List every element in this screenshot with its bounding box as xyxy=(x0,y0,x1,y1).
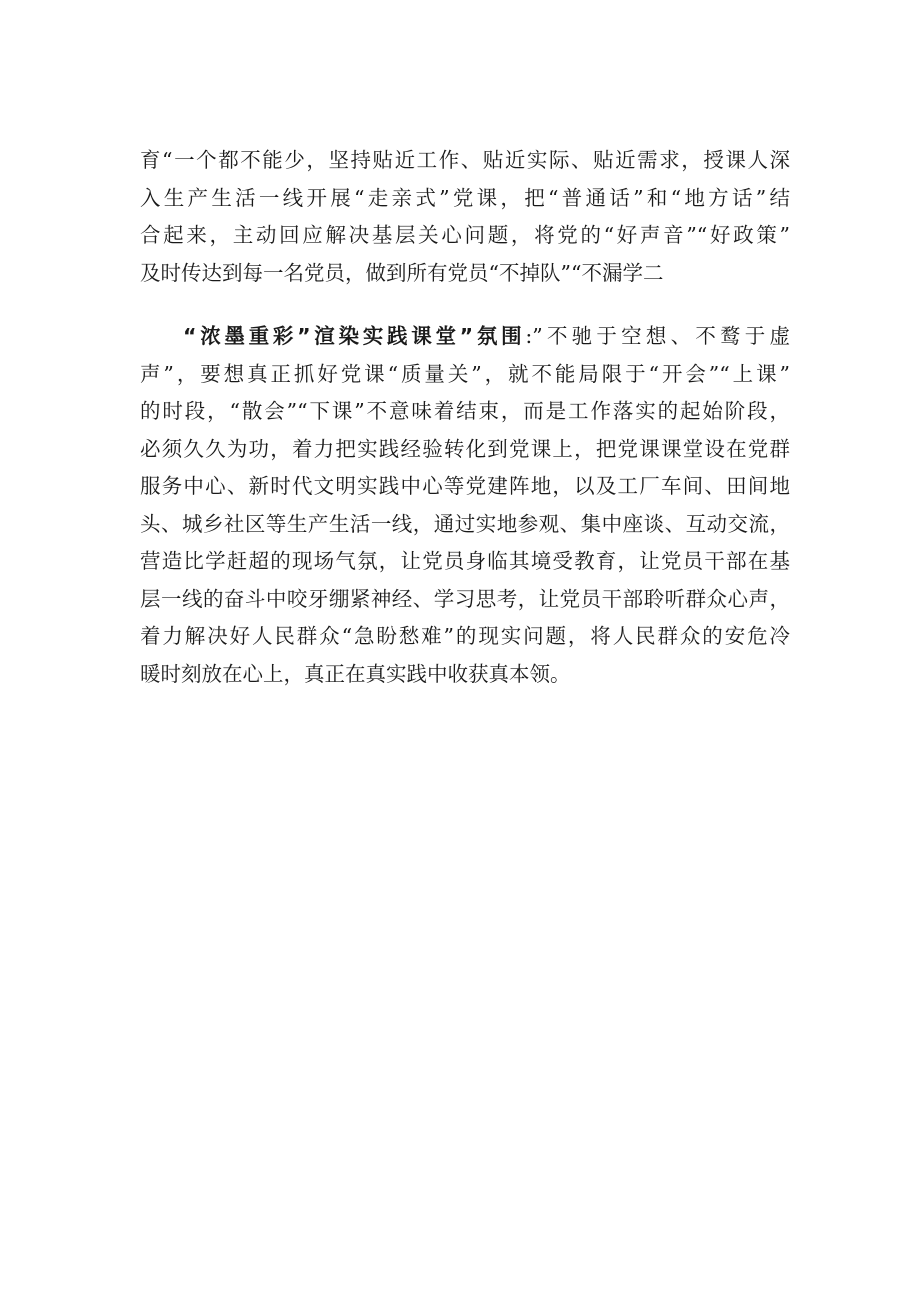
text-line: 层一线的奋斗中咬牙绷紧神经、学习思考，让党员干部聆听群众心声， xyxy=(140,586,790,611)
heading-continuation: :”不驰于空想、不鹜于虚 xyxy=(525,324,791,348)
text-line: 营造比学赶超的现场气氛，让党员身临其境受教育，让党员干部在基 xyxy=(140,549,790,573)
paragraph-2 xyxy=(140,318,790,693)
paragraph-1 xyxy=(140,142,790,292)
text-line: 合起来，主动回应解决基层关心问题，将党的“好声音”“好政策” xyxy=(140,223,790,247)
text-line: 头、城乡社区等生产生活一线，通过实地参观、集中座谈、互动交流， xyxy=(140,511,790,536)
text-line-first xyxy=(140,318,790,356)
paragraph-heading: “浓墨重彩”渲染实践课堂”氛围 xyxy=(183,324,526,348)
text-line: 必须久久为功，着力把实践经验转化到党课上，把党课课堂设在党群 xyxy=(140,436,790,461)
text-line: 着力解决好人民群众“急盼愁难”的现实问题，将人民群众的安危冷 xyxy=(140,624,790,648)
text-line: 的时段，“散会”“下课”不意味着结束，而是工作落实的起始阶段， xyxy=(140,399,790,423)
text-line: 及时传达到每一名党员，做到所有党员“不掉队”“不漏学二 xyxy=(140,260,664,285)
text-line: 育“一个都不能少，坚持贴近工作、贴近实际、贴近需求，授课人深 xyxy=(140,148,790,172)
text-line: 服务中心、新时代文明实践中心等党建阵地，以及工厂车间、田间地 xyxy=(140,474,790,498)
text-line: 暖时刻放在心上，真正在真实践中收获真本领。 xyxy=(140,661,571,686)
text-line: 入生产生活一线开展“走亲式”党课，把“普通话”和“地方话”结 xyxy=(140,185,790,210)
text-line: 声”，要想真正抓好党课“质量关”，就不能局限于“开会”“上课” xyxy=(140,361,790,386)
